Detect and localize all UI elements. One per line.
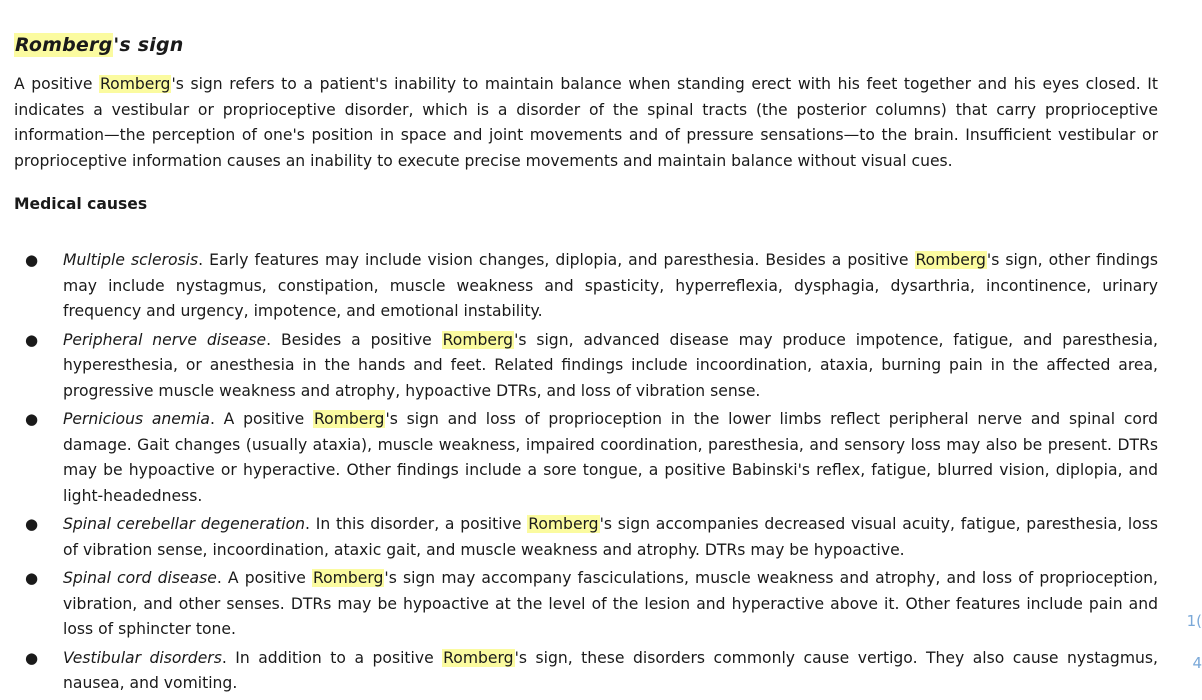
intro-paragraph xyxy=(14,72,1158,174)
bullet-icon: ● xyxy=(25,515,39,533)
bullet-icon: ● xyxy=(25,410,39,428)
search-highlight: Romberg xyxy=(915,251,986,269)
bullet-icon: ● xyxy=(25,251,39,269)
cause-text: . A positive xyxy=(216,569,312,587)
cause-term: Spinal cord disease xyxy=(63,569,217,587)
cause-text: 's sign, advanced disease may produce impotence, fatigue, and paresthesia, hyperesthesia, or anesthesia in the hands and feet. Related findings include incoordination, ataxia, burning pain in the affected area, progressive muscle weakness and atrophy, hypoactive DTRs, and loss of vibration sense. xyxy=(63,330,1159,400)
list-item xyxy=(14,646,1158,697)
cause-term: Pernicious anemia xyxy=(63,410,210,428)
search-highlight: Romberg xyxy=(443,648,514,667)
cause-text: 's sign and loss of proprioception in the lower limbs reflect peripheral nerve and spinal cord damage. Gait changes (usually ataxia), muscle weakness, impaired coordination, paresthesia, and sensory loss may also be present. DTRs may be hypoactive or hyperactive. Other findings include a sore tongue, a positive Babinski's reflex, fatigue, blurred vision, diplopia, and light-headedness. xyxy=(63,410,1158,505)
search-highlight: Romberg xyxy=(314,410,385,428)
list-item xyxy=(14,328,1158,405)
intro-text-after: 's sign refers to a patient's inability to maintain balance when standing erect with his feet together and his eyes closed. It indicates a vestibular or proprioceptive disorder, which is a disorder of the spinal tracts (the posterior columns) that carry proprioceptive information—the perception of one's position in space and joint movements and of pressure sensations—to the brain. Insufficient vestibular or proprioceptive information causes an inability to execute precise movements and maintain balance without visual cues. xyxy=(14,75,1158,170)
cause-text: 's sign, other findings may include nystagmus, constipation, muscle weakness and spasticity, hyperreflexia, dysphagia, dysarthria, incontinence, urinary frequency and urgency, impotence, and emotional instability. xyxy=(63,251,1158,320)
list-item xyxy=(14,512,1158,563)
edge-annotation: 4 xyxy=(1192,654,1202,672)
causes-list xyxy=(14,248,1158,700)
cause-term: Peripheral nerve disease xyxy=(63,330,267,349)
bullet-icon: ● xyxy=(25,330,39,349)
list-item xyxy=(14,248,1158,325)
title-rest: 's sign xyxy=(113,34,184,56)
list-item xyxy=(14,566,1158,643)
cause-text: . In this disorder, a positive xyxy=(305,515,528,533)
cause-text: 's sign, these disorders commonly cause vertigo. They also cause nystagmus, nausea, and vomiting. xyxy=(63,648,1158,692)
list-item xyxy=(14,407,1158,509)
search-highlight: Romberg xyxy=(442,330,514,349)
section-heading: Medical causes xyxy=(14,195,148,213)
cause-term: Multiple sclerosis xyxy=(63,251,199,269)
cause-text: . Besides a positive xyxy=(266,330,442,349)
cause-text: 's sign accompanies decreased visual acuity, fatigue, paresthesia, loss of vibration sense, incoordination, ataxic gait, and muscle weakness and atrophy. DTRs may be hypoactive. xyxy=(63,515,1158,559)
intro-text-before: A positive xyxy=(14,75,100,93)
cause-term: Spinal cerebellar degeneration xyxy=(63,515,306,533)
search-highlight: Romberg xyxy=(313,569,384,587)
search-highlight: Romberg xyxy=(528,515,599,533)
cause-term: Vestibular disorders xyxy=(63,648,222,667)
cause-text: . A positive xyxy=(209,410,314,428)
cause-text: . In addition to a positive xyxy=(221,648,443,667)
search-highlight: Romberg xyxy=(15,34,113,56)
bullet-icon: ● xyxy=(25,648,39,667)
bullet-icon: ● xyxy=(25,569,39,587)
cause-text: . Early features may include vision changes, diplopia, and paresthesia. Besides a positive xyxy=(198,251,915,269)
cause-text: 's sign may accompany fasciculations, muscle weakness and atrophy, and loss of proprioception, vibration, and other senses. DTRs may be hypoactive at the level of the lesion and hyperactive above it. Other features include pain and loss of sphincter tone. xyxy=(63,569,1158,638)
edge-annotation: 1( xyxy=(1186,612,1202,630)
page-title xyxy=(14,34,184,56)
search-highlight: Romberg xyxy=(100,75,171,93)
